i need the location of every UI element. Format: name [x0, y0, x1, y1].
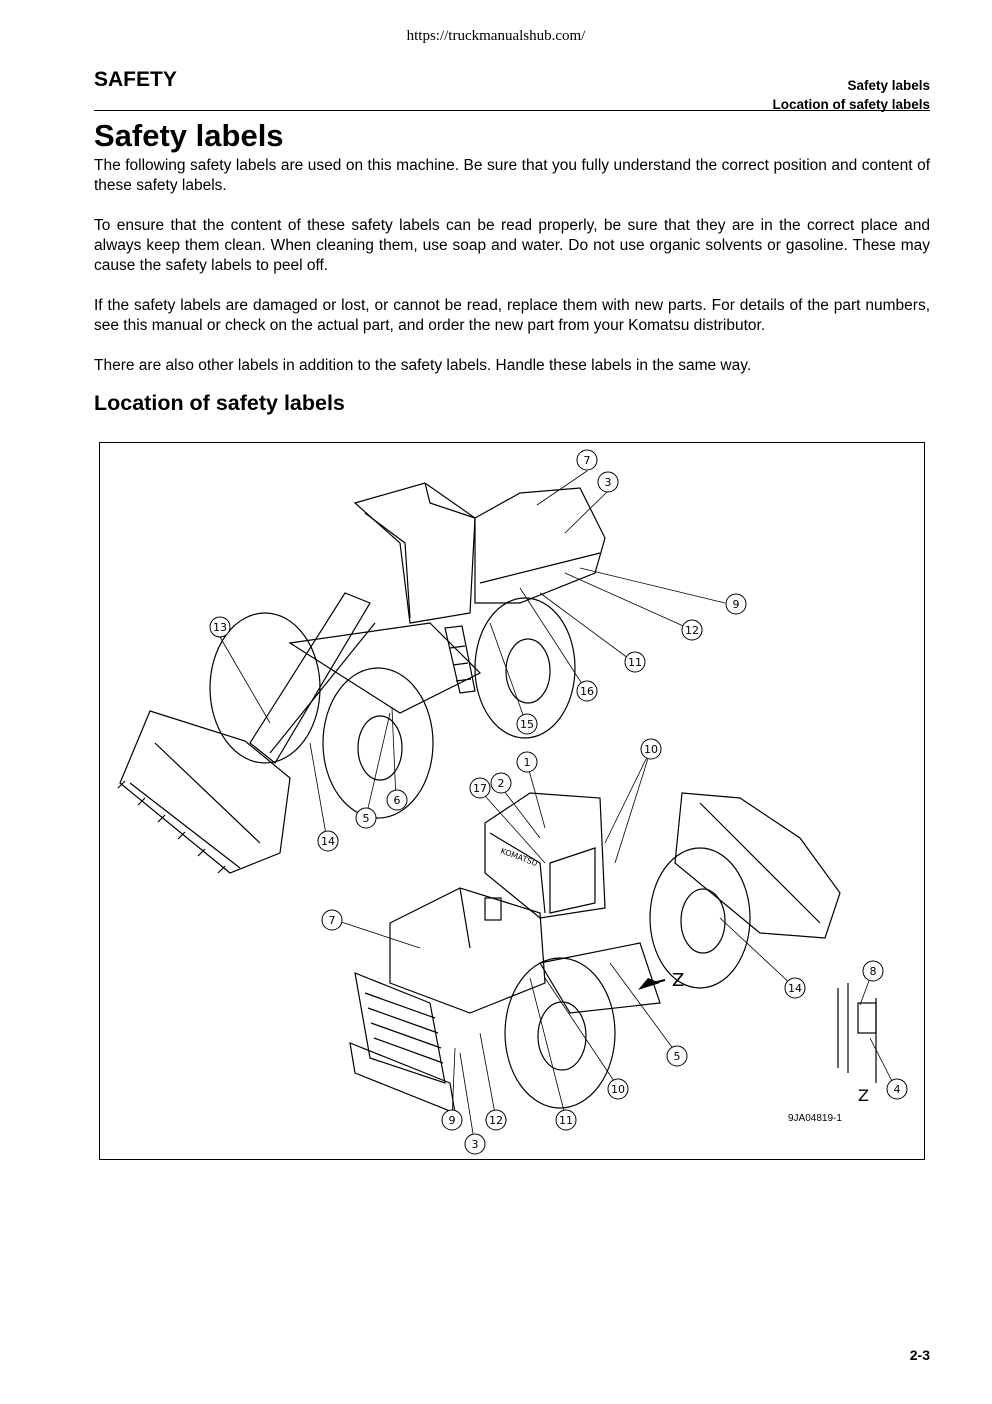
svg-text:7: 7: [328, 914, 336, 927]
upper-lift-arm: [250, 593, 370, 763]
callout-marker: [517, 752, 537, 772]
figure-code: 9JA04819-1: [788, 1113, 842, 1124]
lower-grille: [355, 973, 445, 1083]
body-text: [94, 156, 930, 396]
svg-text:7: 7: [583, 454, 591, 467]
running-header: [772, 76, 930, 114]
svg-text:4: 4: [893, 1083, 901, 1096]
svg-text:13: 13: [213, 621, 227, 634]
svg-text:3: 3: [604, 476, 612, 489]
callout-marker: [486, 1110, 506, 1130]
callout-marker: [667, 1046, 687, 1066]
running-header-line1: Safety labels: [847, 78, 930, 93]
callout-marker: [625, 652, 645, 672]
callout-marker: [577, 450, 597, 470]
upper-bucket: [120, 711, 290, 873]
svg-text:1: 1: [523, 756, 531, 769]
section-heading: Location of safety labels: [94, 391, 345, 415]
upper-front-wheel-right: [323, 668, 433, 818]
paragraph: The following safety labels are used on this machine. Be sure that you fully understand the correct position and content of these safety labels.: [94, 157, 930, 194]
diagram-drawing: [100, 443, 926, 1161]
lower-rear-wheel: [505, 958, 615, 1108]
cab-logo: KOMATSU: [499, 846, 539, 869]
callout-marker: [641, 739, 661, 759]
svg-text:Z: Z: [672, 970, 685, 991]
callout-marker: [598, 472, 618, 492]
callout-marker: [863, 961, 883, 981]
callout-marker: [210, 617, 230, 637]
svg-text:5: 5: [362, 812, 370, 825]
svg-text:9: 9: [732, 598, 740, 611]
section-title: SAFETY: [94, 68, 177, 91]
svg-text:3: 3: [471, 1138, 479, 1151]
source-url: https://truckmanualshub.com/: [406, 28, 586, 44]
callout-marker: [465, 1134, 485, 1154]
lower-front-wheel: [650, 848, 750, 988]
svg-text:8: 8: [869, 965, 877, 978]
callout-marker: [387, 790, 407, 810]
view-z-arrow: [638, 970, 684, 991]
svg-text:17: 17: [473, 782, 487, 795]
callout-marker: [442, 1110, 462, 1130]
svg-text:12: 12: [685, 624, 699, 637]
lower-engine-hood: [390, 888, 545, 1013]
svg-text:10: 10: [644, 743, 658, 756]
svg-text:10: 10: [611, 1083, 625, 1096]
header-rule: [94, 110, 930, 111]
callout-marker: [577, 681, 597, 701]
callout-marker: [470, 778, 490, 798]
svg-text:16: 16: [580, 685, 594, 698]
lower-bucket: [675, 793, 840, 938]
callout-marker: [682, 620, 702, 640]
safety-label-diagram: [99, 442, 925, 1160]
callout-marker: [322, 910, 342, 930]
callout-marker: [785, 978, 805, 998]
callout-marker: [356, 808, 376, 828]
svg-text:14: 14: [321, 835, 335, 848]
callout-marker: [318, 831, 338, 851]
callout-markers: [210, 450, 907, 1154]
svg-text:9: 9: [448, 1114, 456, 1127]
callout-marker: [608, 1079, 628, 1099]
svg-text:11: 11: [559, 1114, 573, 1127]
callout-marker: [887, 1079, 907, 1099]
detail-z-label: Z: [858, 1086, 869, 1105]
svg-text:5: 5: [673, 1050, 681, 1063]
detail-z-drawing: [838, 983, 848, 1073]
svg-text:6: 6: [393, 794, 401, 807]
callout-marker: [491, 773, 511, 793]
callout-marker: [556, 1110, 576, 1130]
callout-marker: [726, 594, 746, 614]
callout-leaders: [220, 471, 897, 1146]
page-number: 2-3: [909, 1347, 930, 1363]
upper-cab: [355, 483, 475, 623]
page-title: Safety labels: [94, 118, 284, 153]
paragraph: To ensure that the content of these safety labels can be read properly, be sure that they are in the correct place and always keep them clean. When cleaning them, use soap and water. Do not use organic solvents or gasoline. These may cause the safety labels to peel off.: [94, 217, 930, 274]
svg-text:12: 12: [489, 1114, 503, 1127]
callout-marker: [517, 714, 537, 734]
svg-text:14: 14: [788, 982, 802, 995]
paragraph: There are also other labels in addition to the safety labels. Handle these labels in the same way.: [94, 357, 752, 374]
running-header-line2: Location of safety labels: [772, 97, 930, 112]
svg-text:15: 15: [520, 718, 534, 731]
svg-text:2: 2: [497, 777, 505, 790]
lower-loader-drawing: [350, 793, 876, 1113]
svg-text:11: 11: [628, 656, 642, 669]
upper-rear-body: [475, 488, 605, 603]
upper-front-wheel-left: [210, 613, 320, 763]
paragraph: If the safety labels are damaged or lost, or cannot be read, replace them with new parts. For details of the part numbers, see this manual or check on the actual part, and order the new part from your Komatsu distributor.: [94, 297, 930, 334]
